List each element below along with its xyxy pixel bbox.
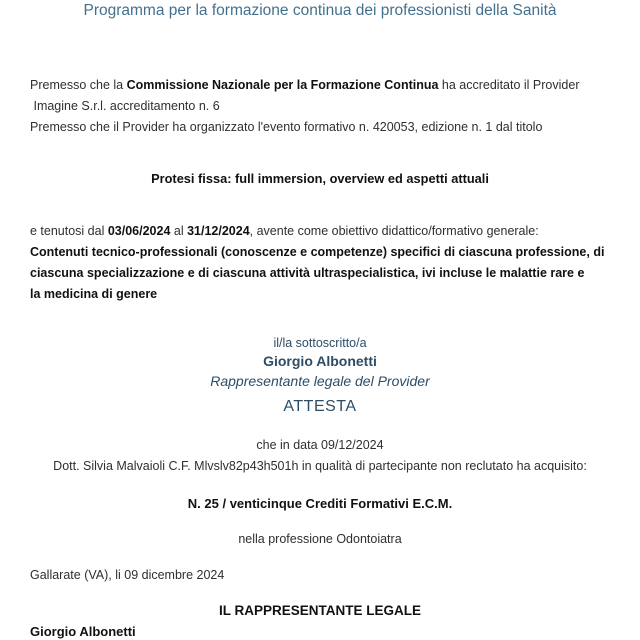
partecipante-line: Dott. Silvia Malvaioli C.F. Mlvslv82p43h501h in qualità di partecipante non reclutato ha acquisito: (53, 459, 587, 473)
data-fine: 31/12/2024 (187, 224, 250, 238)
obiettivo-line-1: Contenuti tecnico-professionali (conoscenze e competenze) specifici di ciascuna professione, di (30, 245, 605, 259)
commissione-nazionale-bold: Commissione Nazionale per la Formazione Continua (126, 78, 439, 92)
premesso-line-2: Premesso che il Provider ha organizzato l'evento formativo n. 420053, edizione n. 1 dal titolo (30, 120, 543, 134)
premesso-line-1 (30, 78, 579, 93)
provider-accreditamento-line: Imagine S.r.l. accreditamento n. 6 (30, 99, 220, 113)
periodo-mid: al (170, 224, 188, 238)
crediti-line: N. 25 / venticinque Crediti Formativi E.C.M. (187, 496, 453, 511)
sottoscritto-label: il/la sottoscritto/a (273, 336, 367, 350)
event-title: Protesi fissa: full immersion, overview ed aspetti attuali (151, 171, 489, 186)
rappresentante-nome: Giorgio Albonetti (263, 353, 377, 369)
firma-nome: Giorgio Albonetti (30, 624, 136, 639)
page-title: Programma per la formazione continua dei professionisti della Sanità (83, 2, 557, 19)
attesta-heading: ATTESTA (283, 398, 357, 415)
obiettivo-line-2: ciascuna specializzazione e di ciascuna attività ultraspecialistica, ivi incluse le malattie rare e (30, 266, 585, 280)
obiettivo-line-3: la medicina di genere (30, 287, 158, 301)
periodo-pre: e tenutosi dal (30, 224, 108, 238)
luogo-data-line: Gallarate (VA), li 09 dicembre 2024 (30, 568, 225, 582)
data-conseguimento-line: che in data 09/12/2024 (256, 438, 384, 452)
periodo-line (30, 224, 539, 239)
firma-titolo: IL RAPPRESENTANTE LEGALE (218, 603, 422, 618)
periodo-post: , avente come obiettivo didattico/formativo generale: (249, 224, 539, 238)
premesso-line-1-post: ha accreditato il Provider (438, 78, 580, 92)
rappresentante-ruolo: Rappresentante legale del Provider (210, 373, 430, 389)
professione-line: nella professione Odontoiatra (238, 532, 402, 546)
data-inizio: 03/06/2024 (107, 224, 171, 238)
premesso-line-1-pre: Premesso che la (30, 78, 127, 92)
